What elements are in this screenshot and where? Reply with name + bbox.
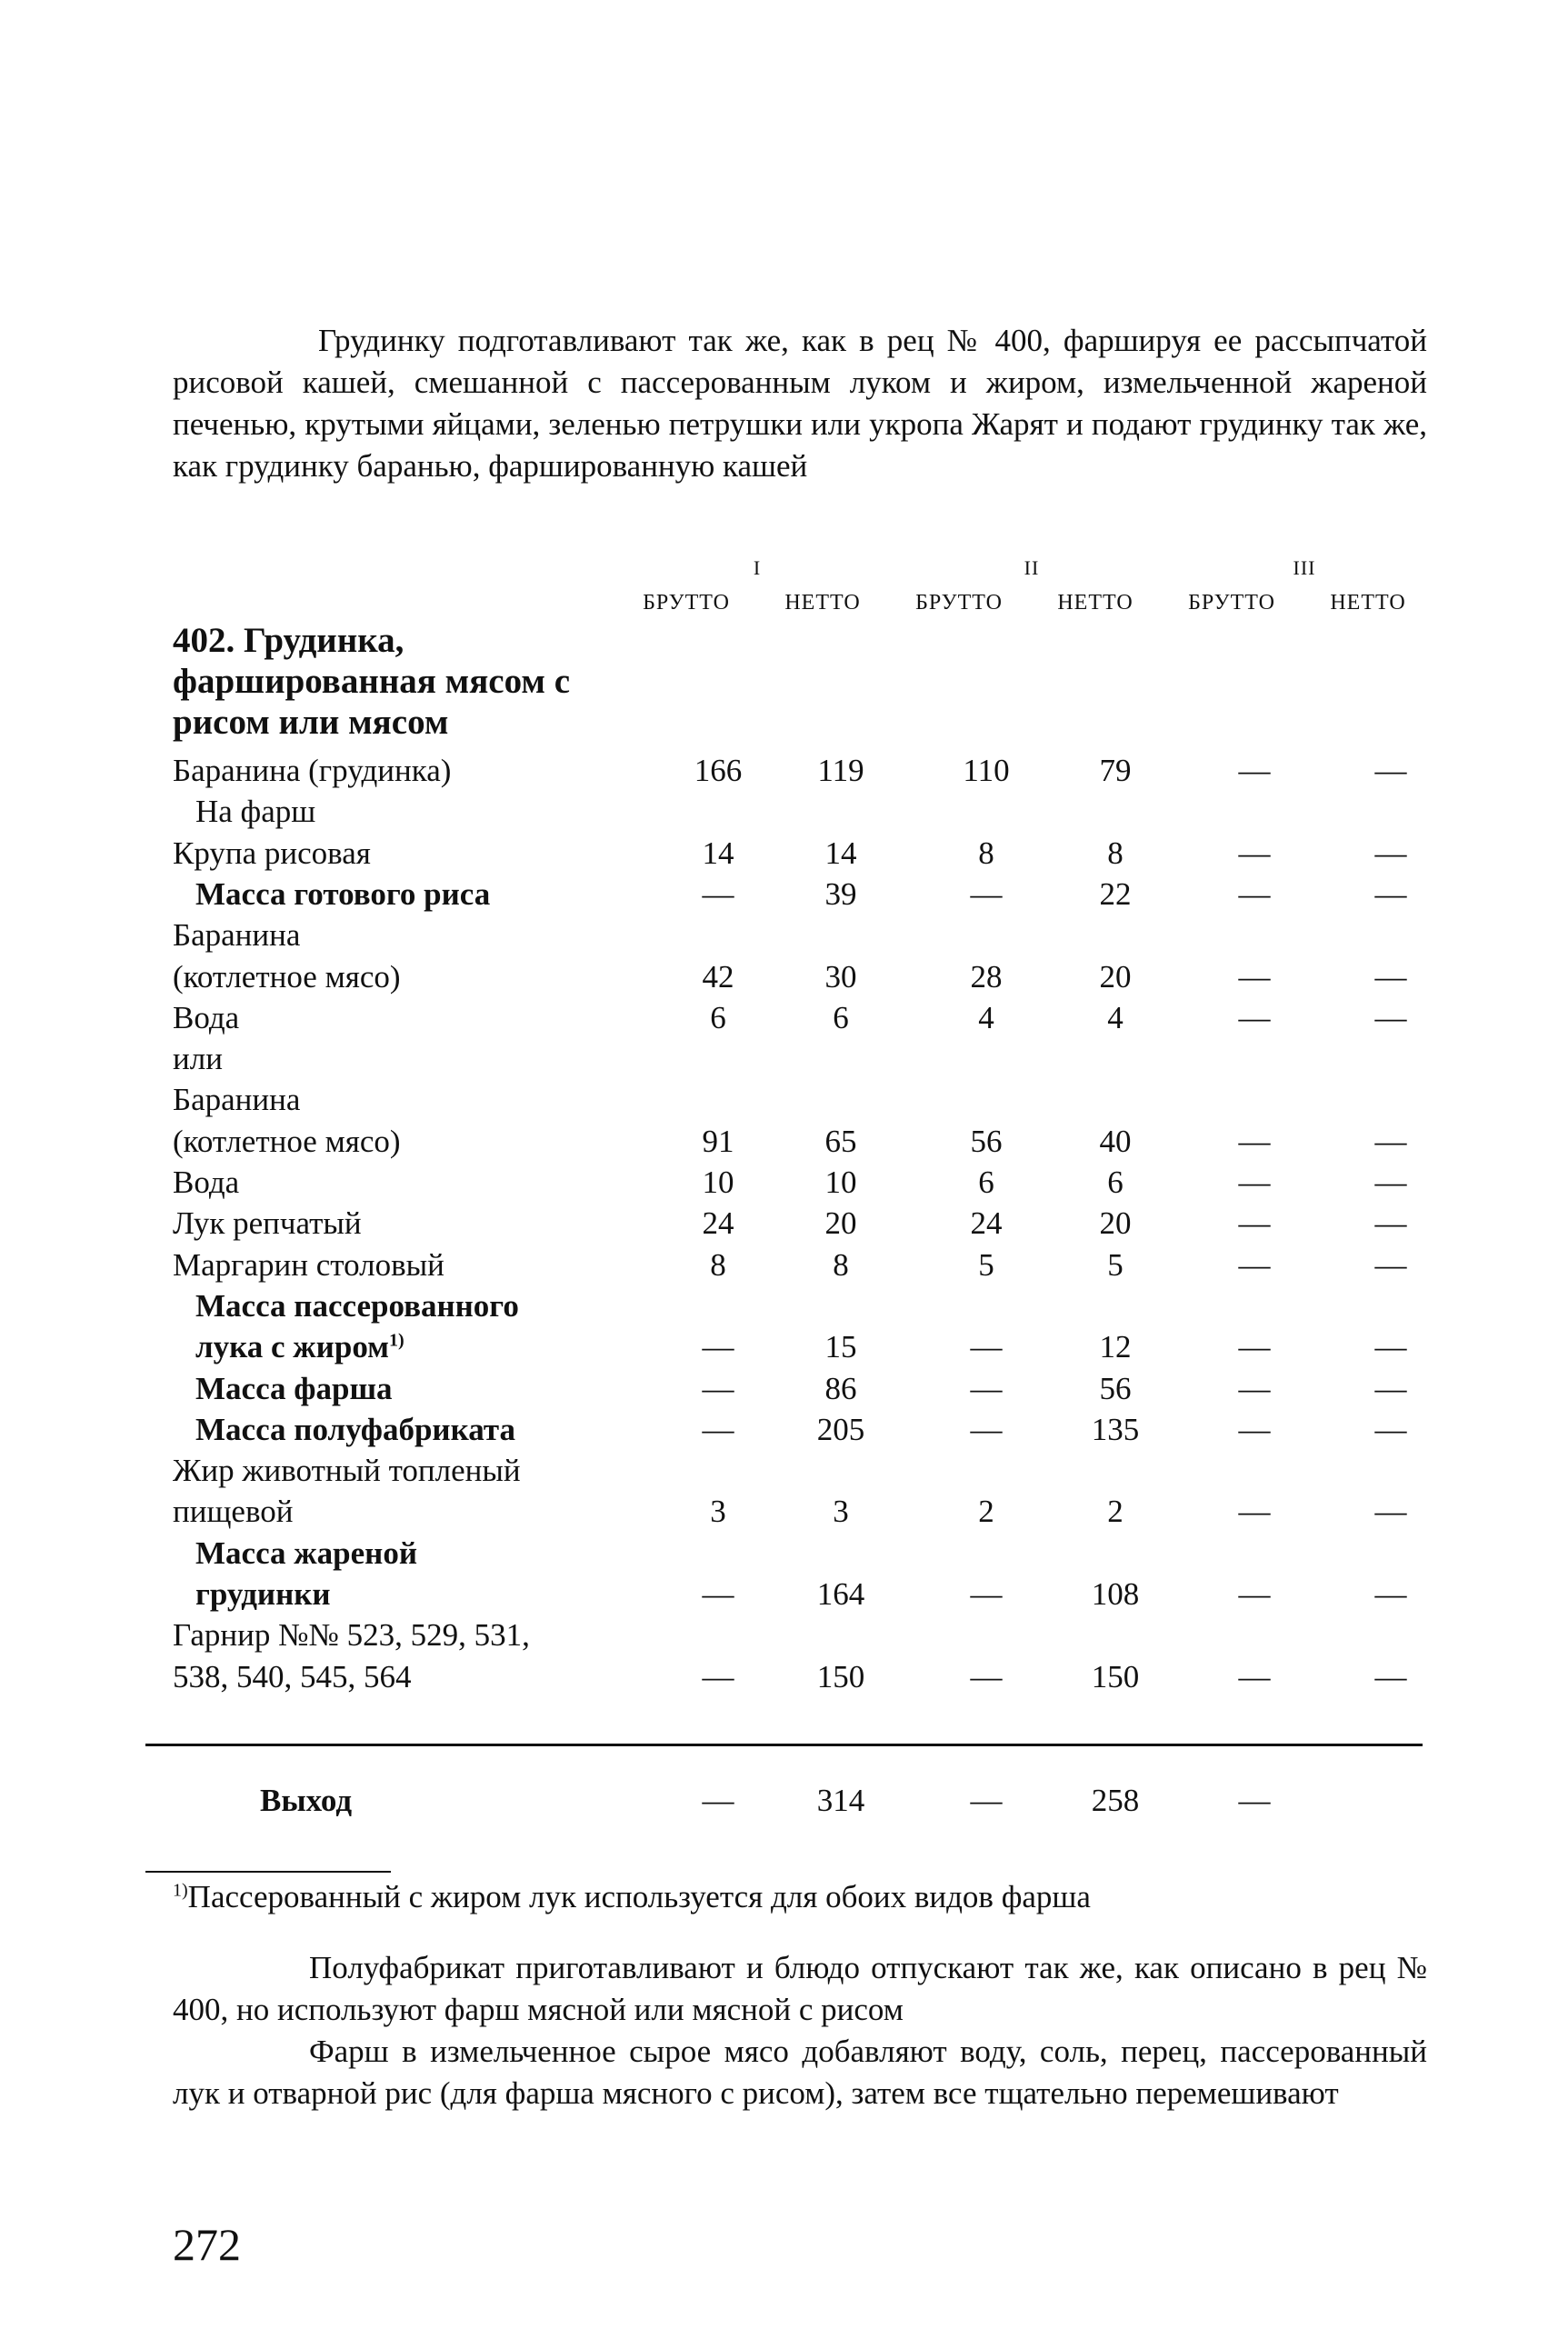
ingredient-label (195, 1574, 331, 1615)
footnote-rule (145, 1871, 391, 1873)
ingredient-label (173, 1038, 223, 1080)
table-row (0, 1574, 1568, 1615)
cell-value: 42 (702, 958, 734, 995)
intro-text: Грудинку подготавливают так же, как в рец № 400, фаршируя ее рассыпчатой рисовой кашей, смешанной с пассерованным луком и жиром, измельченной жареной печенью, крутыми яйцами, зеленью петрушки или укропа Жарят и подают грудинку так же, как грудинку баранью, фаршированную кашей (173, 323, 1427, 484)
col-header-netto-3: НЕТТО (1330, 591, 1406, 615)
cell-value: — (1374, 835, 1407, 871)
cell-value: 20 (1099, 1205, 1132, 1242)
output-value: — (970, 1783, 1003, 1818)
cell-value: 119 (817, 753, 864, 788)
intro-paragraph (173, 320, 1427, 487)
cell-value: — (1374, 1246, 1407, 1283)
cell-value: — (1238, 1658, 1271, 1694)
page-number: 272 (173, 2219, 241, 2270)
cell-value: — (1374, 1164, 1407, 1200)
table-row (0, 750, 1568, 792)
col-header-netto-1: НЕТТО (784, 591, 861, 615)
ingredient-name: Крупа рисовая (173, 835, 371, 871)
cell-value: — (1238, 1205, 1271, 1242)
footnote-text: Пассерованный с жиром лук используется для обоих видов фарша (187, 1879, 1091, 1914)
cell-value: 12 (1099, 1329, 1132, 1365)
ingredient-label (173, 1079, 300, 1121)
table-row (0, 874, 1568, 915)
ingredient-label (195, 1285, 519, 1327)
cell-value: 30 (824, 958, 857, 995)
cell-value: 4 (978, 999, 994, 1035)
ingredient-label (173, 1121, 401, 1163)
col-header-brutto-1: БРУТТО (643, 591, 730, 615)
cell-value: 15 (824, 1329, 857, 1365)
ingredient-name: Жир животный топленый (173, 1453, 521, 1489)
ingredient-name: Вода (173, 999, 240, 1035)
ingredient-name: Масса фарша (195, 1370, 393, 1406)
cell-value: 24 (970, 1205, 1003, 1242)
cell-value: — (970, 875, 1003, 912)
cell-value: 24 (702, 1205, 734, 1242)
cell-value: — (1238, 753, 1271, 788)
cell-value: — (702, 1576, 734, 1612)
cell-value: 91 (702, 1123, 734, 1159)
table-row (0, 1162, 1568, 1204)
cell-value: 6 (710, 999, 726, 1035)
ingredient-name: Маргарин столовый (173, 1246, 444, 1283)
cell-value: — (1238, 1164, 1271, 1200)
table-row (0, 833, 1568, 875)
cell-value: — (1238, 1576, 1271, 1612)
cell-value: 164 (816, 1576, 865, 1612)
cell-value: 6 (978, 1164, 994, 1200)
output-value: — (702, 1783, 734, 1818)
table-row (0, 1326, 1568, 1368)
cell-value: 4 (1107, 999, 1124, 1035)
output-label: Выход (260, 1783, 353, 1818)
ingredient-name: Гарнир №№ 523, 529, 531, (173, 1617, 530, 1654)
closing-paragraph: Полуфабрикат приготавливают и блюдо отпускают так же, как описано в рец № 400, но используют фарш мясной или мясной с рисом (173, 1950, 1427, 2027)
table-row (0, 791, 1568, 833)
output-value: 258 (1091, 1783, 1140, 1818)
column-headers (0, 556, 1568, 629)
ingredient-label (195, 791, 315, 833)
output-row (0, 1780, 1568, 1822)
footnote-mark: 1) (173, 1880, 188, 1901)
cell-value: — (1374, 1658, 1407, 1694)
ingredient-name: Баранина (173, 1082, 301, 1118)
group-header-3: III (1293, 556, 1316, 579)
ingredient-name: Масса жареной (195, 1534, 417, 1571)
ingredient-label (195, 874, 490, 915)
ingredient-name: Баранина (грудинка) (173, 753, 452, 788)
cell-value: 150 (816, 1658, 865, 1694)
cell-value: 20 (824, 1205, 857, 1242)
table-row (0, 1656, 1568, 1698)
cell-value: — (970, 1658, 1003, 1694)
table-row (0, 1491, 1568, 1533)
cell-value: — (1374, 1370, 1407, 1406)
cell-value: — (1374, 958, 1407, 995)
table-row (0, 997, 1568, 1039)
cell-value: — (1374, 1494, 1407, 1530)
footnote (173, 1876, 1427, 1918)
cell-value: 110 (963, 753, 1010, 788)
cell-value: 8 (978, 835, 994, 871)
cell-value: 8 (833, 1246, 849, 1283)
cell-value: 2 (1107, 1494, 1124, 1530)
table-row (0, 915, 1568, 956)
ingredient-label (195, 1409, 515, 1451)
ingredient-label (173, 1450, 521, 1492)
output-value: — (1238, 1783, 1271, 1818)
group-header-2: II (1024, 556, 1040, 579)
closing-paragraphs (173, 1947, 1427, 2114)
cell-value: — (1238, 1246, 1271, 1283)
cell-value: 79 (1099, 753, 1132, 788)
ingredient-name: пищевой (173, 1494, 294, 1530)
ingredient-name: или (173, 1041, 223, 1077)
cell-value: — (1374, 1329, 1407, 1365)
cell-value: — (1374, 753, 1407, 788)
cell-value: 135 (1091, 1411, 1140, 1447)
cell-value: — (1238, 1329, 1271, 1365)
output-value: 314 (816, 1783, 865, 1818)
ingredient-name: 538, 540, 545, 564 (173, 1658, 412, 1694)
table-row (0, 1368, 1568, 1410)
ingredient-label (173, 997, 239, 1039)
ingredient-name: Баранина (173, 917, 301, 954)
cell-value: — (1238, 958, 1271, 995)
ingredient-name: грудинки (195, 1576, 331, 1612)
cell-value: — (702, 1658, 734, 1694)
table-row (0, 1079, 1568, 1121)
cell-value: 2 (978, 1494, 994, 1530)
ingredient-label (173, 1203, 362, 1244)
cell-value: 10 (702, 1164, 734, 1200)
cell-value: — (1238, 875, 1271, 912)
ingredient-name: (котлетное мясо) (173, 958, 401, 995)
table-row (0, 1038, 1568, 1080)
cell-value: — (1374, 875, 1407, 912)
cell-value: 40 (1099, 1123, 1132, 1159)
cell-value: — (702, 1411, 734, 1447)
cell-value: 8 (710, 1246, 726, 1283)
cell-value: 205 (816, 1411, 865, 1447)
ingredient-label (195, 1533, 417, 1574)
cell-value: 22 (1099, 875, 1132, 912)
cell-value: 8 (1107, 835, 1124, 871)
cell-value: 28 (970, 958, 1003, 995)
cell-value: 150 (1091, 1658, 1140, 1694)
cell-value: — (970, 1370, 1003, 1406)
cell-value: — (1374, 999, 1407, 1035)
ingredient-name: Лук репчатый (173, 1205, 362, 1242)
cell-value: — (1238, 999, 1271, 1035)
ingredient-label (173, 1244, 444, 1286)
cell-value: — (1374, 1576, 1407, 1612)
cell-value: 3 (833, 1494, 849, 1530)
ingredient-label (173, 1162, 239, 1204)
ingredient-label (173, 750, 451, 792)
recipe-title: 402. Грудинка, фаршированная мясом с рисом или мясом (173, 621, 570, 742)
cell-value: — (1238, 1370, 1271, 1406)
ingredient-name: Масса полуфабриката (195, 1411, 515, 1447)
cell-value: 39 (824, 875, 857, 912)
table-divider (145, 1744, 1423, 1746)
ingredient-name: Вода (173, 1164, 240, 1200)
cell-value: 14 (702, 835, 734, 871)
cell-value: 65 (824, 1123, 857, 1159)
ingredient-label (173, 1491, 293, 1533)
cell-value: — (970, 1329, 1003, 1365)
cell-value: — (1238, 1123, 1271, 1159)
ingredient-label (173, 833, 371, 875)
cell-value: 10 (824, 1164, 857, 1200)
cell-value: 86 (824, 1370, 857, 1406)
table-row (0, 1285, 1568, 1327)
cell-value: 6 (1107, 1164, 1124, 1200)
ingredient-label (173, 956, 401, 998)
cell-value: — (1374, 1123, 1407, 1159)
cell-value: — (1238, 1494, 1271, 1530)
table-row (0, 1450, 1568, 1492)
cell-value: 20 (1099, 958, 1132, 995)
ingredient-label (173, 1614, 530, 1656)
cell-value: 14 (824, 835, 857, 871)
ingredient-label (173, 915, 300, 956)
ingredient-name: лука с жиром (195, 1329, 389, 1365)
table-row (0, 1614, 1568, 1656)
table-row (0, 1121, 1568, 1163)
cell-value: — (702, 1329, 734, 1365)
cell-value: 56 (1099, 1370, 1132, 1406)
group-header-1: I (753, 556, 762, 579)
cell-value: 5 (1107, 1246, 1124, 1283)
cell-value: — (702, 1370, 734, 1406)
ingredient-name: На фарш (195, 794, 316, 830)
ingredient-label (195, 1326, 404, 1368)
col-header-brutto-3: БРУТТО (1188, 591, 1275, 615)
cell-value: — (970, 1411, 1003, 1447)
ingredient-label (195, 1368, 393, 1410)
table-row (0, 956, 1568, 998)
cell-value: — (1238, 835, 1271, 871)
ingredient-name: Масса пассерованного (195, 1287, 519, 1324)
cell-value: — (1374, 1205, 1407, 1242)
cell-value: 6 (833, 999, 849, 1035)
cell-value: — (970, 1576, 1003, 1612)
cell-value: — (702, 875, 734, 912)
cell-value: 166 (694, 753, 743, 788)
table-row (0, 1409, 1568, 1451)
cell-value: — (1238, 1411, 1271, 1447)
cell-value: 5 (978, 1246, 994, 1283)
col-header-netto-2: НЕТТО (1057, 591, 1134, 615)
ingredient-name: Масса готового риса (195, 875, 491, 912)
table-row (0, 1203, 1568, 1244)
ingredient-name: (котлетное мясо) (173, 1123, 401, 1159)
ingredient-label (173, 1656, 412, 1698)
col-header-brutto-2: БРУТТО (915, 591, 1003, 615)
footnote-ref: 1) (389, 1330, 404, 1351)
table-row (0, 1533, 1568, 1574)
closing-paragraph: Фарш в измельченное сырое мясо добавляют воду, соль, перец, пассерованный лук и отварной рис (для фарша мясного с рисом), затем все тщательно перемешивают (173, 2034, 1427, 2111)
cell-value: — (1374, 1411, 1407, 1447)
cell-value: 108 (1091, 1576, 1140, 1612)
cell-value: 3 (710, 1494, 726, 1530)
table-row (0, 1244, 1568, 1286)
cell-value: 56 (970, 1123, 1003, 1159)
